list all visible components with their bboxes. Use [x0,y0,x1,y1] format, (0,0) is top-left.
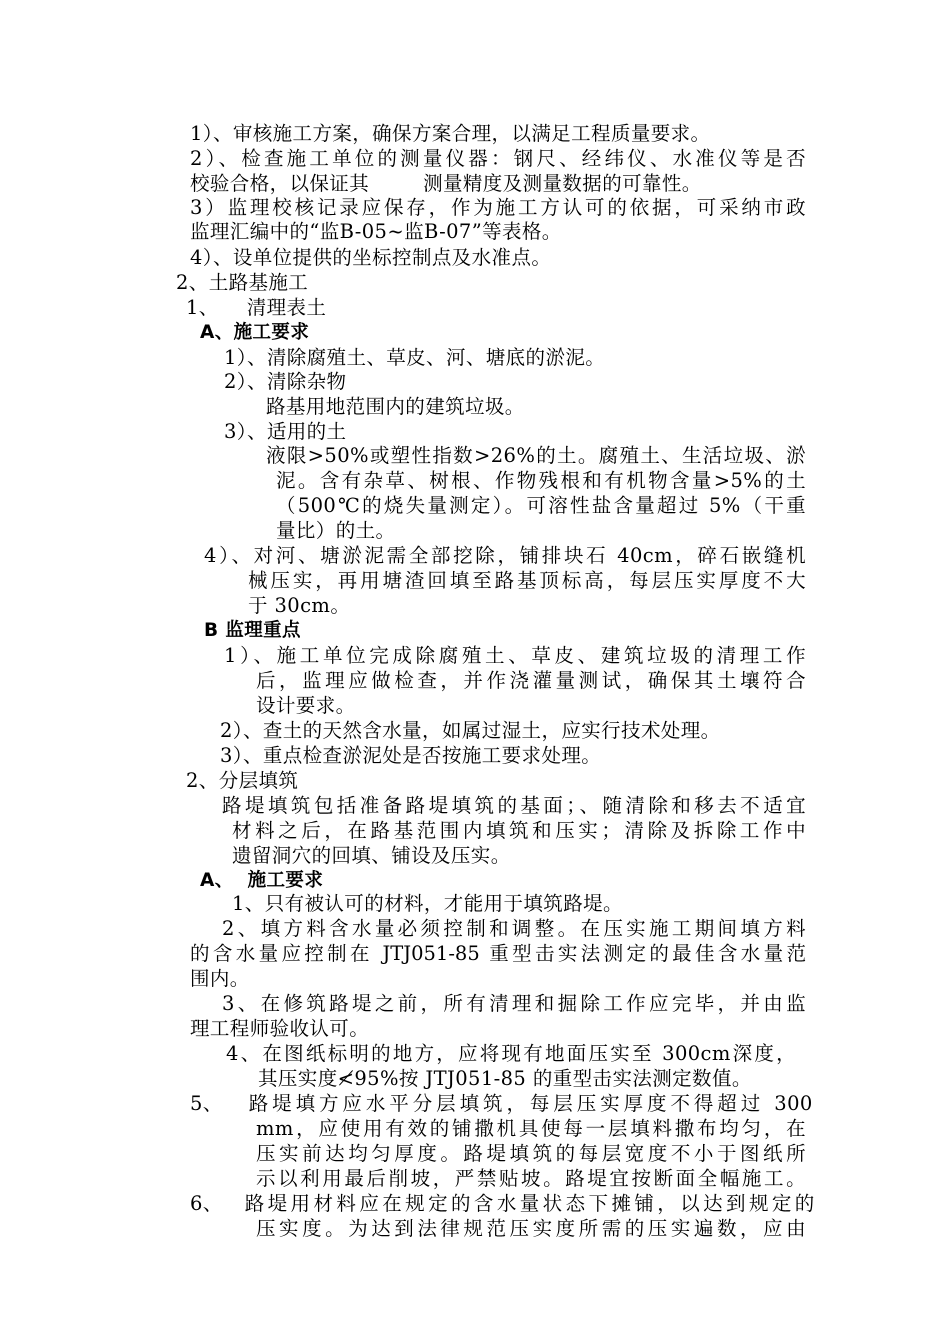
text-line: 3、在修筑路堤之前，所有清理和掘除工作应完毕，并由监 [222,992,806,1015]
text-segment: 路堤用材料应在规定的含水量状态下摊铺，以达到规定的 [244,1192,815,1215]
text-line: 示以利用最后削坡，严禁贴坡。路堤宜按断面全幅施工。 [256,1167,806,1190]
text-line: 4）、对河、塘淤泥需全部挖除，铺排块石 40cm，碎石嵌缝机 [204,544,806,567]
subheading: A、施工要求 [200,322,310,343]
text-line: 液限>50%或塑性指数>26%的土。腐殖土、生活垃圾、淤 [266,444,806,467]
text-line: （500℃的烧失量测定）。可溶性盐含量超过 5%（干重 [276,494,806,517]
text-segment: 1、 [186,296,219,319]
text-segment: 测量精度及测量数据的可靠性。 [423,172,702,195]
text-line: 3）、适用的土 [224,420,347,443]
text-line: 1）、审核施工方案，确保方案合理，以满足工程质量要求。 [190,122,711,145]
text-line [190,172,702,196]
subheading [200,869,323,893]
text-line: 路基用地范围内的建筑垃圾。 [266,395,525,418]
text-segment: 施工要求 [247,870,324,891]
text-line: 压实前达均匀厚度。路堤填筑的每层宽度不小于图纸所 [256,1142,806,1165]
text-line: 理工程师验收认可。 [190,1017,370,1040]
text-line: 设计要求。 [256,694,356,717]
section-heading: 2、土路基施工 [176,271,309,294]
text-segment: 路堤填方应水平分层填筑，每层压实厚度不得超过 300 [248,1092,813,1115]
text-segment: 校验合格，以保证其 [190,172,370,195]
text-line: 2）、查土的天然含水量，如属过湿土，应实行技术处理。 [220,719,721,742]
text-line: 械压实，再用塘渣回填至路基顶标高，每层压实厚度不大 [248,569,806,592]
text-line: 1）、施工单位完成除腐殖土、草皮、建筑垃圾的清理工作 [224,644,806,667]
text-line: 围内。 [190,967,250,990]
text-line [190,1192,815,1216]
section-heading: 2、分层填筑 [186,769,299,792]
text-line: 2、填方料含水量必须控制和调整。在压实施工期间填方料 [222,917,806,940]
text-line: 路堤填筑包括准备路堤填筑的基面；、随清除和移去不适宜 [222,794,806,817]
text-line: 遗留洞穴的回填、铺设及压实。 [232,844,511,867]
text-segment: 6、 [190,1192,223,1215]
text-line: 其压实度≮95%按 JTJ051-85 的重型击实法测定数值。 [258,1067,752,1090]
text-line: 1、只有被认可的材料，才能用于填筑路堤。 [232,892,623,915]
subheading: B 监理重点 [204,620,301,641]
text-segment: A、 [200,870,234,891]
text-line: 后，监理应做检查，并作浇灌量测试，确保其土壤符合 [256,669,806,692]
text-line: 2）、检查施工单位的测量仪器：钢尺、经纬仪、水准仪等是否 [190,147,806,170]
text-line: 量比）的土。 [276,519,396,542]
text-line [186,296,326,320]
text-line: 材料之后，在路基范围内填筑和压实；清除及拆除工作中 [232,819,806,842]
text-line: 泥。含有杂草、树根、作物残根和有机物含量>5%的土 [276,469,806,492]
text-line: mm，应使用有效的铺撒机具使每一层填料撒布均匀，在 [256,1117,806,1140]
text-line: 压实度。为达到法律规范压实度所需的压实遍数，应由 [256,1217,806,1240]
text-line: 的含水量应控制在 JTJ051-85 重型击实法测定的最佳含水量范 [190,942,806,965]
text-line: 3）、重点检查淤泥处是否按施工要求处理。 [220,744,602,767]
text-line: 2）、清除杂物 [224,370,347,393]
text-line: 3）监理校核记录应保存，作为施工方认可的依据，可采纳市政 [190,196,806,219]
text-line [190,1092,813,1116]
text-line: 于 30cm。 [248,594,351,617]
text-line: 监理汇编中的“监B-05~监B-07”等表格。 [190,220,562,243]
text-line: 1）、清除腐殖土、草皮、河、塘底的淤泥。 [224,346,606,369]
text-line: 4、在图纸标明的地方，应将现有地面压实至 300cm深度， [226,1042,796,1065]
text-segment: 清理表土 [246,296,327,319]
text-line: 4）、设单位提供的坐标控制点及水准点。 [190,246,552,269]
text-segment: 5、 [190,1092,223,1115]
